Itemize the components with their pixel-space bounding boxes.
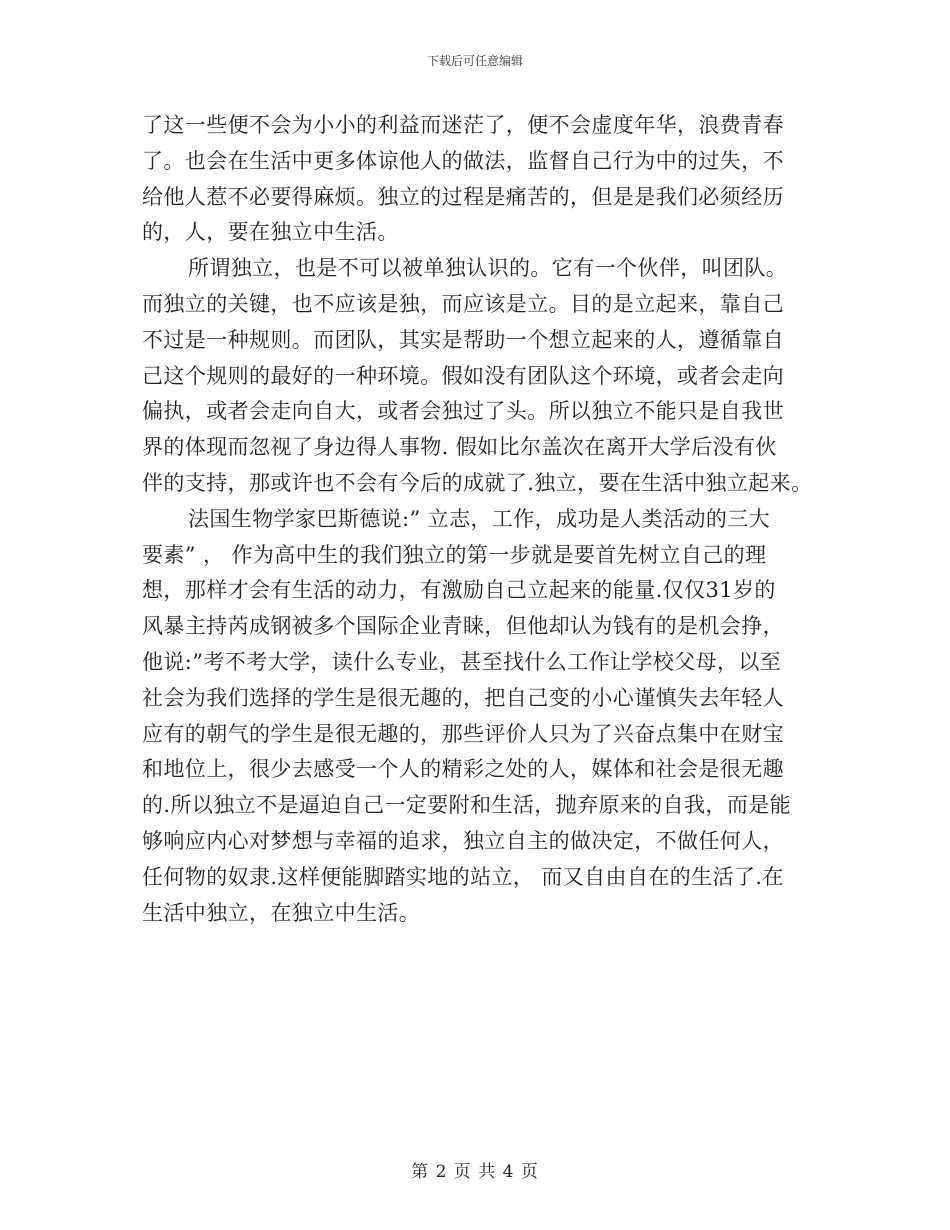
paragraph-line: 不过是一种规则。而团队，其实是帮助一个想立起来的人，遵循靠自 bbox=[142, 327, 784, 352]
paragraph-line: 任何物的奴隶.这样便能脚踏实地的站立， 而又自由自在的生活了.在 bbox=[142, 864, 784, 889]
paragraph-line: 而独立的关键，也不应该是独，而应该是立。目的是立起来，靠自己 bbox=[142, 291, 784, 316]
paragraph-line: 他说:”考不考大学，读什么专业，甚至找什么工作让学校父母，以至 bbox=[142, 649, 782, 674]
paragraph-line: 的，人，要在独立中生活。 bbox=[142, 220, 399, 245]
paragraph-line: 界的体现而忽视了身边得人事物. 假如比尔盖次在离开大学后没有伙 bbox=[142, 435, 777, 460]
paragraph-line: 生活中独立，在独立中生活。 bbox=[142, 900, 421, 925]
paragraph-line: 社会为我们选择的学生是很无趣的，把自己变的小心谨慎失去年轻人 bbox=[142, 685, 784, 710]
paragraph-line: 够响应内心对梦想与幸福的追求，独立自主的做决定，不做任何人， bbox=[142, 828, 784, 853]
paragraph-line: 应有的朝气的学生是很无趣的，那些评价人只为了兴奋点集中在财宝 bbox=[142, 721, 784, 746]
page-number: 第 2 页 共 4 页 bbox=[411, 1162, 539, 1182]
paragraph-line: 和地位上，很少去感受一个人的精彩之处的人，媒体和社会是很无趣 bbox=[142, 757, 784, 782]
paragraph-line: 的.所以独立不是逼迫自己一定要附和生活，抛弃原来的自我，而是能 bbox=[142, 793, 792, 818]
paragraph-line: 要素” ， 作为高中生的我们独立的第一步就是要首先树立自己的理 bbox=[142, 542, 767, 567]
paragraph-line: 想，那样才会有生活的动力，有激励自己立起来的能量.仅仅31岁的 bbox=[142, 578, 776, 603]
paragraph-line: 所谓独立，也是不可以被单独认识的。它有一个伙伴，叫团队。 bbox=[188, 256, 788, 281]
paragraph-line: 风暴主持芮成钢被多个国际企业青睐，但他却认为钱有的是机会挣， bbox=[142, 614, 784, 639]
paragraph-line: 了。也会在生活中更多体谅他人的做法，监督自己行为中的过失，不 bbox=[142, 148, 784, 173]
page-header: 下载后可任意编辑 bbox=[426, 54, 523, 68]
paragraph-line: 法国生物学家巴斯德说:” 立志，工作，成功是人类活动的三大 bbox=[188, 506, 771, 531]
paragraph-line: 伴的支持，那或许也不会有今后的成就了.独立，要在生活中独立起来。 bbox=[142, 470, 813, 495]
paragraph-line: 了这一些便不会为小小的利益而迷茫了，便不会虚度年华，浪费青春 bbox=[142, 113, 784, 137]
paragraph-line: 己这个规则的最好的一种环境。假如没有团队这个环境，或者会走向 bbox=[142, 363, 784, 388]
body-text bbox=[142, 108, 822, 931]
paragraph-line: 给他人惹不必要得麻烦。独立的过程是痛苦的，但是是我们必须经历 bbox=[142, 184, 784, 209]
paragraph-line: 偏执，或者会走向自大，或者会独过了头。所以独立不能只是自我世 bbox=[142, 399, 784, 424]
